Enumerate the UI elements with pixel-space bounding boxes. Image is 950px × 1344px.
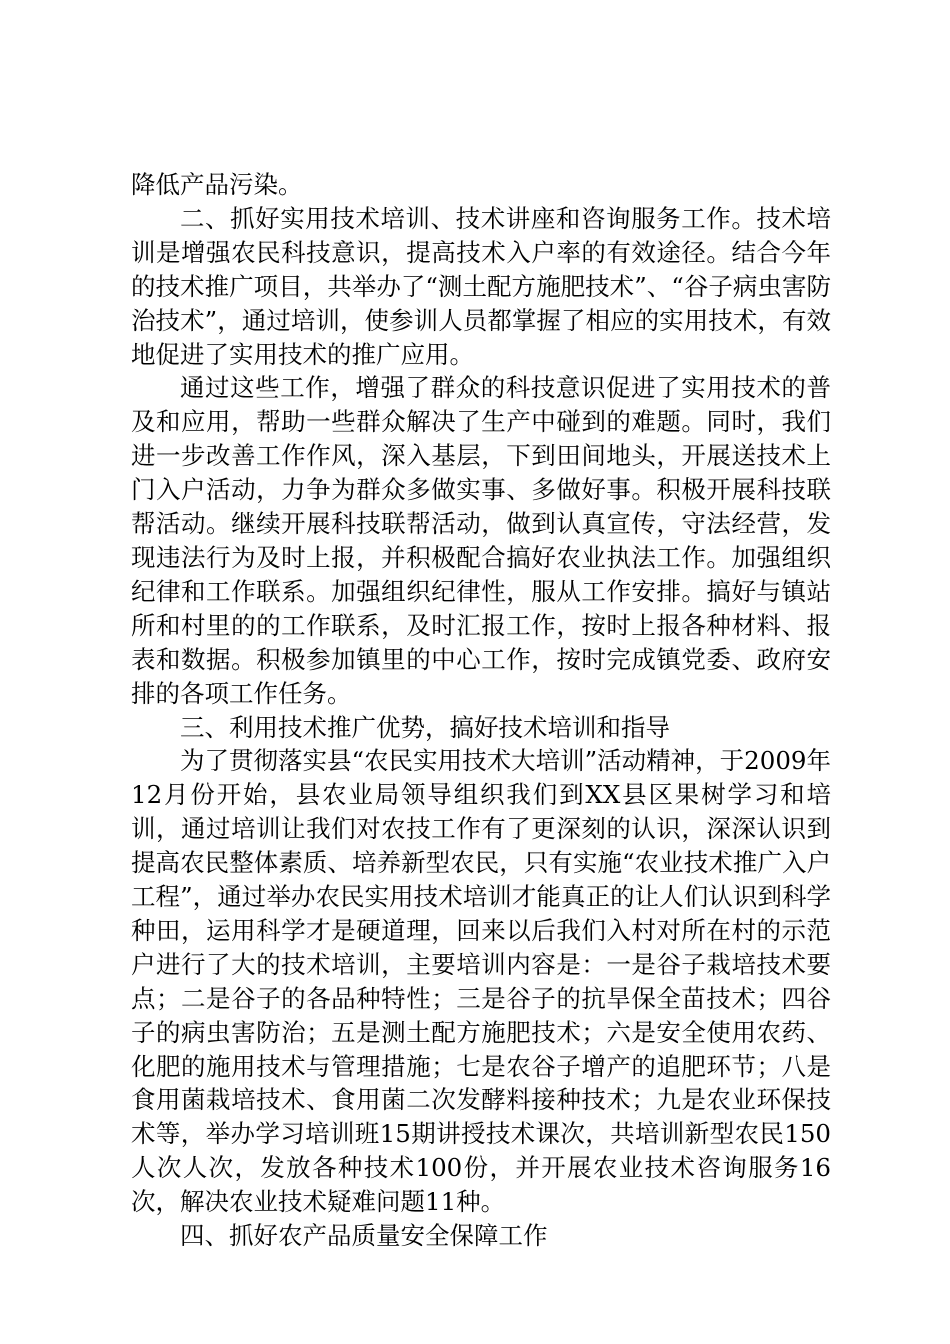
paragraph-section-2: 二、抓好实用技术培训、技术讲座和咨询服务工作。技术培训是增强农民科技意识，提高技术入户率的有效途径。结合今年的技术推广项目，共举办了“测土配方施肥技术”、“谷子病虫害防治技术”，通过培训，使参训人员都掌握了相应的实用技术，有效地促进了实用技术的推广应用。 bbox=[131, 203, 831, 369]
section-heading-4: 四、抓好农产品质量安全保障工作 bbox=[180, 1221, 548, 1251]
paragraph-section-3: 为了贯彻落实县“农民实用技术大培训”活动精神，于2009年12月份开始，县农业局领导组织我们到XX县区果树学习和培训，通过培训让我们对农技工作有了更深刻的认识，深深认识到提高农民整体素质、培养新型农民，只有实施“农业技术推广入户工程”，通过举办农民实用技术培训才能真正的让人们认识到科学种田，运用科学才是硬道理，回来以后我们入村对所在村的示范户进行了大的技术培训，主要培训内容是：一是谷子栽培技术要点；二是谷子的各品种特性；三是谷子的抗旱保全苗技术；四谷子的病虫害防治；五是测土配方施肥技术；六是安全使用农药、化肥的施用技术与管理措施；七是农谷子增产的追肥环节；八是食用菌栽培技术、食用菌二次发酵料接种技术；九是农业环保技术等，举办学习培训班15期讲授技术课次，共培训新型农民150人次人次，发放各种技术100份，并开展农业技术咨询服务16次，解决农业技术疑难问题11种。 bbox=[131, 746, 831, 1217]
paragraph-work-summary: 通过这些工作，增强了群众的科技意识促进了实用技术的普及和应用，帮助一些群众解决了生产中碰到的难题。同时，我们进一步改善工作作风，深入基层，下到田间地头，开展送技术上门入户活动，力争为群众多做实事、多做好事。积极开展科技联帮活动。继续开展科技联帮活动，做到认真宣传，守法经营，发现违法行为及时上报，并积极配合搞好农业执法工作。加强组织纪律和工作联系。加强组织纪律性，服从工作安排。搞好与镇站所和村里的的工作联系，及时汇报工作，按时上报各种材料、报表和数据。积极参加镇里的中心工作，按时完成镇党委、政府安排的各项工作任务。 bbox=[131, 373, 831, 708]
paragraph-continuation: 降低产品污染。 bbox=[131, 170, 303, 199]
document-body bbox=[131, 168, 831, 1253]
section-heading-3: 三、利用技术推广优势，搞好技术培训和指导 bbox=[180, 712, 670, 742]
